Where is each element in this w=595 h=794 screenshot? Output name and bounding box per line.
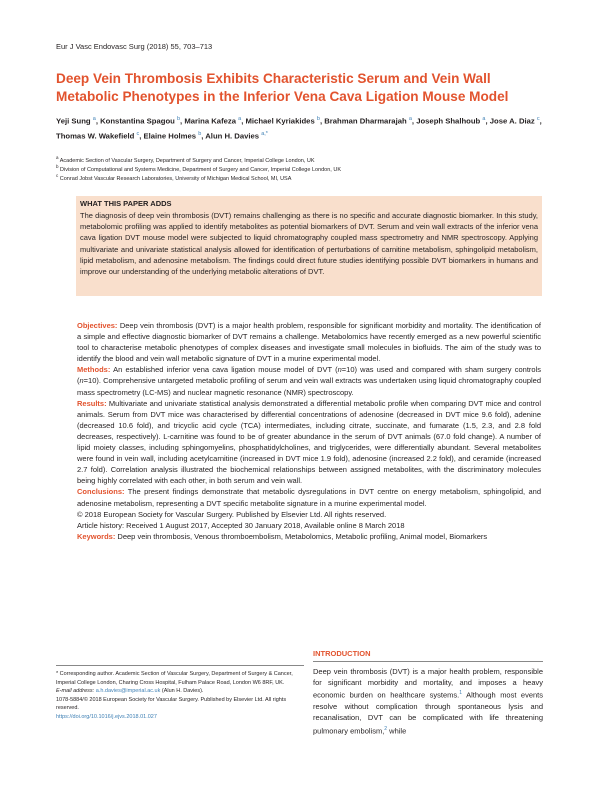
reference-link[interactable]: 2 <box>384 725 388 732</box>
author-name: Elaine Holmes <box>143 131 197 141</box>
author-name: Brahman Dharmarajah <box>324 116 407 126</box>
affiliation-marker: b <box>56 164 59 169</box>
affiliation-text: Division of Computational and Systems Medicine, Department of Surgery and Cancer, Imperial College London, UK <box>60 166 341 173</box>
author-name: Konstantina Spagou <box>100 116 175 126</box>
affiliation-marker: a <box>56 155 59 160</box>
conclusions-text: The present findings demonstrate that metabolic dysregulations in DVT centre on energy metabolism, sphingolipid, and adenosine metabolism, representing a DVT specific metabolite signature in a murine experimental model. <box>77 487 541 508</box>
methods-text: =10). Comprehensive untargeted metabolic profiling of serum and vein wall extracts was undertaken using liquid chromatography coupled mass spectrometry (LC-MS) and nuclear magnetic resonance (NMR) spectroscopy. <box>77 376 541 397</box>
author-affiliation-marker[interactable]: a <box>92 116 96 122</box>
methods-text: An established inferior vena cava ligation mouse model of DVT ( <box>110 365 338 375</box>
copyright-line: © 2018 European Society for Vascular Surgery. Published by Elsevier Ltd. All rights reserved. <box>77 509 387 519</box>
author-affiliation-marker[interactable]: b <box>176 116 181 122</box>
abstract-conclusions <box>77 486 541 508</box>
author-name: Alun H. Davies <box>205 131 260 141</box>
keywords-line <box>77 531 541 542</box>
results-label: Results: <box>77 398 107 408</box>
what-this-paper-adds-box <box>76 196 542 296</box>
footnotes <box>56 670 304 722</box>
article-history: Article history: Received 1 August 2017, Accepted 30 January 2018, Available online 8 March 2018 <box>77 520 405 530</box>
email-line <box>56 687 304 696</box>
author-name: Jose A. Diaz <box>489 116 535 126</box>
objectives-text: Deep vein thrombosis (DVT) is a major health problem, responsible for significant morbidity and mortality. The identification of a simple and effective diagnostic biomarker of DVT remains a challenge. Metabolomics have recently emerged as a new powerful scientific tool to characterise metabolic phenotypes of complex diseases and investigate small molecules in biofluids. The aim of the study was to identify the blood and vein wall metabolic signature of DVT in a murine experimental model. <box>77 321 541 364</box>
intro-text: Although most events resolve without complication through spontaneous lysis and recanalisation, DVT can be complicated with life threatening pulmonary embolism, <box>313 690 544 736</box>
affiliation-text: Academic Section of Vascular Surgery, Department of Surgery and Cancer, Imperial College London, UK <box>59 157 315 164</box>
intro-text: Deep vein thrombosis (DVT) is a major health problem, responsible for significant morbidity and mortality, and imposes a heavy economic burden on healthcare systems. <box>313 667 543 700</box>
abstract-methods <box>77 364 541 397</box>
affiliation-text: Conrad Jobst Vascular Research Laboratories, University of Michigan Medical School, MI, USA <box>59 175 292 182</box>
reference-link[interactable]: 1 <box>459 690 463 697</box>
author-list: Yeji Sung $^a$, Konstantina Spagou $^b$, Marina Kafeza $^a$, Michael Kyriakides $^b$, Brahman Dharmarajah $^a$, Joseph Shalhoub $^a$, Jose A. Diaz $^c$, Thomas W. Wakefield $^c$, Elaine Holmes $^b$, Alun H. Davies $^{a,*}$ <box>56 116 542 141</box>
introduction-text <box>313 666 543 736</box>
abstract-objectives <box>77 320 541 364</box>
methods-n: n <box>79 376 84 386</box>
author-name: Michael Kyriakides <box>245 116 315 126</box>
author-affiliation-marker[interactable]: c <box>536 116 540 122</box>
email-label: E-mail address: <box>56 688 95 695</box>
box-heading: WHAT THIS PAPER ADDS <box>80 199 172 208</box>
issn-line: 1078-5884/© 2018 European Society for Vascular Surgery. Published by Elsevier Ltd. All rights reserved. <box>56 696 287 712</box>
author-name: Yeji Sung <box>56 116 91 126</box>
box-text: The diagnosis of deep vein thrombosis (DVT) remains challenging as there is no specific and accurate diagnostic biomarker. In this study, metabolomic profiling was applied to identify metabolites as potential biomarkers of DVT. Serum and vein wall extracts of the inferior vena cava ligation DVT mouse model were subjected to liquid chromatography coupled mass spectrometry and NMR spectroscopy. Applying multivariate and univariate statistical analysis allowed for identification of perturbations of carnitine metabolism, sphingolipid metabolism, lipid metabolism, and adenosine metabolism. The findings could direct future studies identifying possible DVT biomarkers in humans and improve our understanding of the underlying metabolic alterations of DVT. <box>80 211 538 277</box>
article-title: Deep Vein Thrombosis Exhibits Characteristic Serum and Vein Wall Metabolic Phenotypes in the Inferior Vena Cava Ligation Mouse Model <box>56 71 509 104</box>
author-affiliation-marker[interactable]: a <box>238 116 242 122</box>
author-name: Thomas W. Wakefield <box>56 131 135 141</box>
introduction-heading: INTRODUCTION <box>313 649 371 658</box>
affiliation-marker: c <box>56 173 59 178</box>
abstract-results <box>77 398 541 487</box>
methods-n: n <box>337 365 342 375</box>
corresponding-author-note: * Corresponding author. Academic Section of Vascular Surgery, Department of Surgery & Cancer, Imperial College London, Charing Cross Hospital, Fulham Palace Road, London W6 8RF, UK. <box>56 671 293 686</box>
abstract <box>77 320 541 542</box>
author-affiliation-marker[interactable]: b <box>198 131 202 138</box>
doi-link[interactable]: https://doi.org/10.1016/j.ejvs.2018.01.027 <box>56 713 157 720</box>
results-text: Multivariate and univariate statistical analysis demonstrated a differential metabolic profile when comparing DVT mice and control animals. Serum from DVT mice was characterised by differential concentrations of adenosine (decreased in DVT mice 9.6 fold), adenine (decreased 10.6 fold), and tricyclic acid cycle (TCA) intermediates, including citrate, succinate, and fumarate (1.5, 2.3, and 2.8 fold decreases, respectively). L-carnitine was found to be of greater abundance in the serum of DVT animals (67.0 fold change). A number of lipid moiety classes, including sphingomyelins, phosphatidylcholines, and triglycerides, were differentially abundant. Several metabolites were found in vein wall, including acetylcarnitine (increased in DVT mice 1.9 fold), adenosine (increased 2.2 fold), and ceramide (increased 2.7 fold). Correlation analysis illustrated the biochemical relationships between assigned metabolites, with the discriminatory molecules being highly correlated with each other, in both serum and vein wall. <box>77 398 541 486</box>
introduction-divider <box>313 661 543 662</box>
affiliation-c <box>56 171 546 184</box>
author-affiliation-marker[interactable]: b <box>316 116 320 122</box>
methods-label: Methods: <box>77 365 111 375</box>
footnote-divider <box>56 665 304 666</box>
email-suffix: (Alun H. Davies). <box>160 688 204 695</box>
author-name: Marina Kafeza <box>184 116 237 126</box>
intro-text: while <box>387 726 407 736</box>
keywords-label: Keywords: <box>77 531 116 541</box>
email-link[interactable]: a.h.davies@imperial.ac.uk <box>95 688 161 695</box>
author-affiliation-marker[interactable]: c <box>136 131 140 138</box>
conclusions-label: Conclusions: <box>77 487 125 497</box>
objectives-label: Objectives: <box>77 321 118 330</box>
journal-citation: Eur J Vasc Endovasc Surg (2018) 55, 703–713 <box>56 42 213 51</box>
author-affiliation-marker[interactable]: a <box>482 116 486 122</box>
author-affiliation-marker[interactable]: a,* <box>261 131 268 138</box>
author-name: Joseph Shalhoub <box>416 116 481 126</box>
author-affiliation-marker[interactable]: a <box>408 116 412 122</box>
keywords-text: Deep vein thrombosis, Venous thromboembolism, Metabolomics, Metabolic profiling, Animal model, Biomarkers <box>115 531 488 541</box>
methods-text: =10) was used and compared with sham surgery controls ( <box>77 365 541 386</box>
